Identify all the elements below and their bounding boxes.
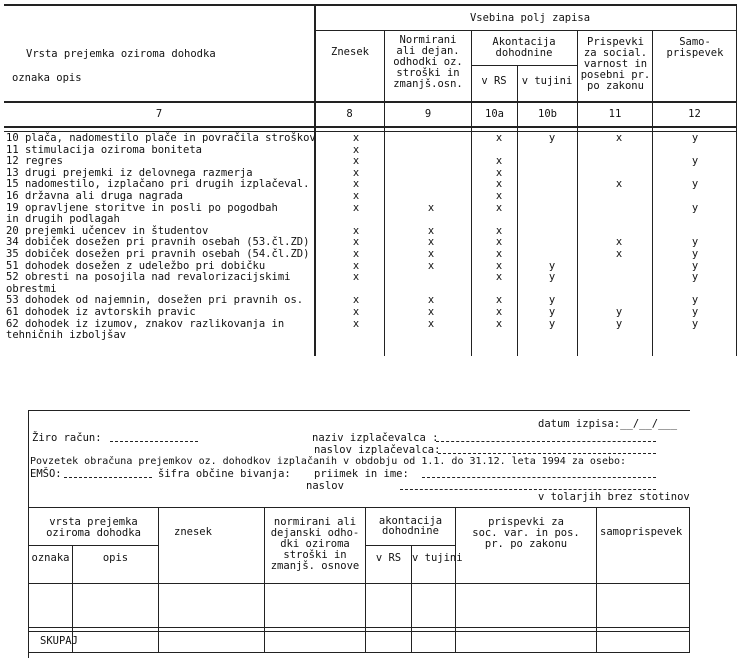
row-mark: x [352,259,360,272]
row-mark: x [427,201,435,214]
row-mark: y [548,317,556,330]
table1-colnum: 10a [485,108,504,120]
f2-normirani-line: stroški in [283,549,347,561]
t1-akontacija-line: Akontacija [492,36,556,48]
t1-normirani-line: Normirani [399,34,457,46]
row-mark: x [615,132,623,144]
row-label: 35 dobiček dosežen pri pravnih osebah (54.čl.ZD) [6,248,310,260]
row-mark: y [691,201,699,214]
row-mark: y [548,132,556,144]
naslov-izplacevalca-label: naslov izplačevalca: [314,444,441,456]
row-mark: y [691,132,699,144]
skupaj-label: SKUPAJ [40,635,78,647]
row-mark: y [548,306,556,318]
row-label: tehničnih izboljšav [6,329,127,342]
row-mark: y [691,306,699,318]
row-mark: x [495,201,503,214]
row-label: 61 dohodek iz avtorskih pravic [6,306,196,318]
row-mark: y [691,294,699,307]
naslov-osebe-label: naslov [306,480,344,492]
f2-vrsta-line: oziroma dohodka [46,527,141,539]
t1-samo-line: Samo- [679,36,711,48]
table1-col-vtujini: v tujini [521,75,573,87]
row-mark: x [352,294,360,307]
table1-left-header-sub: oznaka opis [12,72,82,84]
table1-header-group: Vsebina polj zapisa [469,12,591,24]
row-mark: x [352,166,360,179]
f2-prispevki-line: pr. po zakonu [484,538,568,550]
sifra-obcine-label: šifra občine bivanja: [158,468,291,480]
form2-col-opis: opis [102,552,129,564]
row-mark: x [427,259,435,272]
table1-colnum: 12 [688,108,701,120]
f2-normirani-line: dejanski odho- [270,527,360,539]
row-mark: x [427,248,435,260]
row-mark: x [352,201,360,214]
row-mark: x [495,166,503,179]
row-mark: y [691,259,699,272]
f2-normirani-line: normirani ali [273,516,357,528]
f2-normirani-line: dki oziroma [280,538,350,550]
row-label: 62 dohodek iz izumov, znakov razlikovanja in [6,317,285,330]
row-mark: x [427,236,435,249]
f2-normirani-line: zmanjš. osnove [270,560,360,572]
t1-prispevki-line: varnost in [583,58,648,70]
row-mark: y [615,306,623,318]
table1-colnum: 9 [424,108,432,120]
row-label: 13 drugi prejemki iz delovnega razmerja [6,166,253,179]
form2-col-samoprispevek: samoprispevek [600,526,683,538]
row-mark: x [495,155,503,168]
t1-prispevki-line: Prispevki [587,36,644,48]
t1-normirani-line: stroški in [396,67,460,79]
row-mark: y [691,271,699,284]
row-mark: x [352,236,360,249]
row-mark: x [352,178,360,191]
t1-samo-line: prispevek [666,47,724,59]
t1-normirani-line: ali dejan. [396,45,460,57]
form2-col-oznaka: oznaka [31,552,70,564]
t1-prispevki-line: za social. [583,47,648,59]
row-mark: x [427,294,435,307]
f2-prispevki-line: prispevki za [488,516,564,528]
row-label: 19 opravljene storitve in posli po pogodbah [6,201,278,214]
row-mark: x [352,271,360,284]
table1-col-vrs: v RS [481,75,507,87]
row-mark: x [495,190,503,202]
t1-prispevki-line: posebni pr. [580,69,651,81]
row-label: 53 dohodek od najemnin, dosežen pri pravnih os. [6,294,304,307]
form2-col-vrs: v RS [375,552,402,564]
row-mark: x [352,190,360,202]
row-mark: x [495,306,503,318]
row-mark: y [548,259,556,272]
tolarji-note: v tolarjih brez stotinov [538,491,690,503]
t1-akontacija-line: dohodnine [495,47,553,59]
priimek-ime-label: priimek in ime: [314,468,409,480]
f2-akontacija-line: akontacija [378,515,443,527]
povzetek-line: Povzetek obračuna prejemkov oz. dohodkov izplačanih v obdobju od 1.1. do 31.12. leta 1994 za osebo: [30,456,627,467]
row-label: 34 dobiček dosežen pri pravnih osebah (53.čl.ZD) [6,236,310,249]
row-label: 20 prejemki učencev in študentov [6,224,209,237]
row-mark: y [691,248,699,260]
row-mark: x [495,271,503,284]
row-mark: x [495,132,503,144]
row-label: 51 dohodek dosežen z udeležbo pri dobičku [6,259,266,272]
row-mark: x [495,259,503,272]
t1-normirani-line: odhodki oz. [393,56,463,68]
row-mark: y [691,236,699,249]
f2-akontacija-line: dohodnine [382,525,439,537]
row-label: 10 plača, nadomestilo plače in povračila stroškov [6,132,316,144]
row-mark: x [352,155,360,168]
ziro-racun-label: Žiro račun: [32,432,102,444]
row-mark: y [691,155,699,168]
row-mark: x [352,306,360,318]
row-mark: x [495,248,503,260]
row-mark: x [615,178,623,191]
row-mark: x [495,224,503,237]
row-mark: x [427,306,435,318]
row-mark: x [615,248,623,260]
row-mark: x [495,294,503,307]
t1-prispevki-line: po zakonu [587,80,644,92]
row-mark: y [548,271,556,284]
row-mark: x [352,132,360,144]
row-mark: x [495,178,503,191]
row-label: 16 državna ali druga nagrada [6,190,184,202]
row-mark: x [427,317,435,330]
table1-colnum: 11 [608,108,622,120]
row-mark: x [352,224,360,237]
table1-col-znesek: Znesek [331,46,369,58]
row-mark: y [615,317,623,330]
row-mark: x [427,224,435,237]
row-label: in drugih podlagah [6,213,120,226]
naziv-izplacevalca-label: naziv izplačevalca : [312,432,439,444]
table1-colnum: 8 [346,108,353,120]
row-mark: x [495,317,503,330]
form2-col-znesek: znesek [174,526,212,538]
row-label: 15 nadomestilo, izplačano pri drugih izplačeval. [6,178,310,191]
row-mark: x [352,143,360,156]
t1-normirani-line: zmanjš.osn. [393,78,463,90]
row-mark: y [691,317,699,330]
row-mark: x [495,236,503,249]
table1-colnum: 10b [538,108,557,120]
f2-prispevki-line: soc. var. in pos. [472,527,580,539]
row-mark: x [615,236,623,249]
row-mark: y [548,294,556,307]
emso-label: EMŠO: [30,468,62,480]
table1-colnum: 7 [155,108,163,120]
form2-col-vtujini: v tujini [412,552,463,564]
row-mark: y [691,178,699,191]
row-mark: x [352,248,360,260]
table1-left-header-title: Vrsta prejemka oziroma dohodka [26,48,216,60]
row-label: obrestmi [6,282,57,295]
datum-izpisa: datum izpisa:__/__/___ [538,418,678,430]
row-label: 11 stimulacija oziroma boniteta [6,143,202,156]
row-mark: x [352,317,360,330]
f2-vrsta-line: vrsta prejemka [49,516,138,528]
row-label: 52 obresti na posojila nad revalorizacijskimi [6,271,291,284]
row-label: 12 regres [6,155,63,168]
